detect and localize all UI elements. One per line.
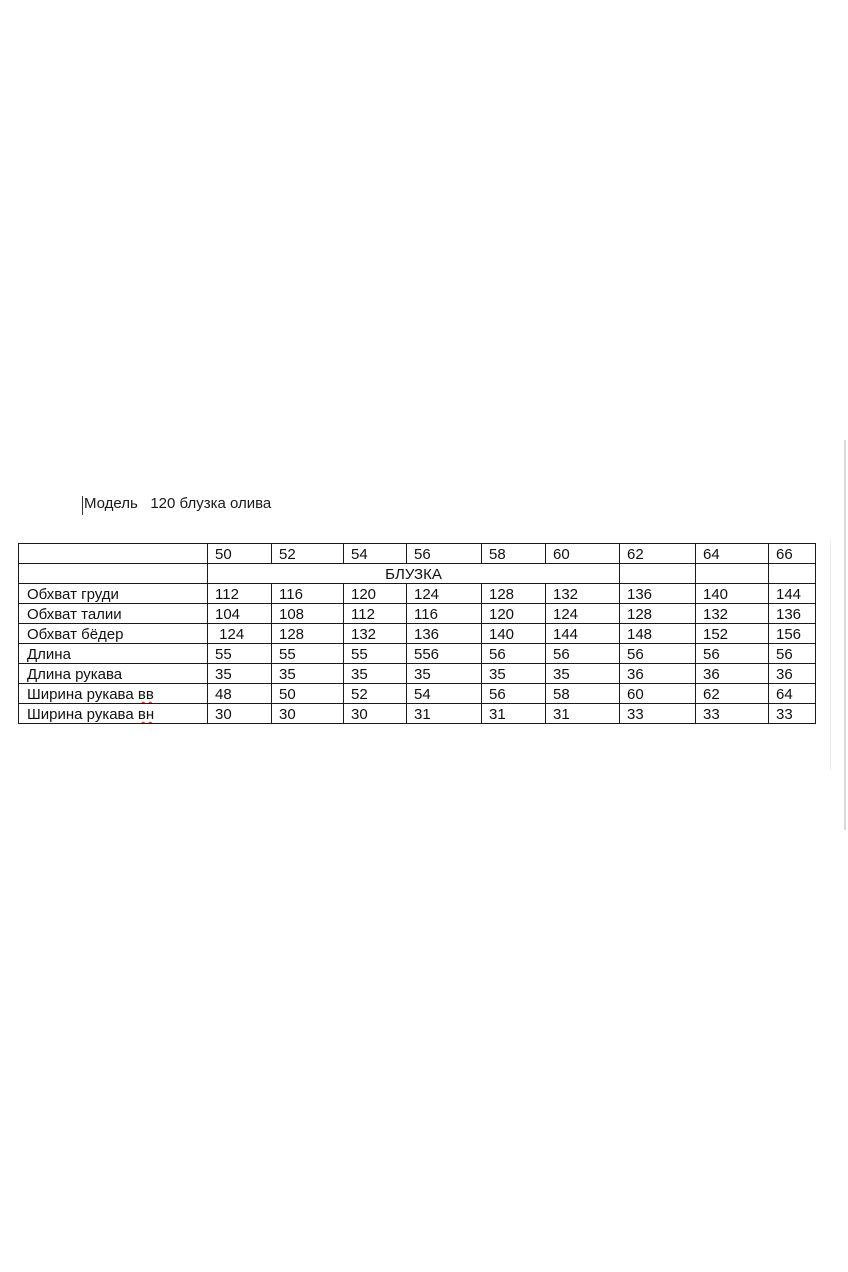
measurement-value-cell: 132 (546, 584, 620, 604)
measurement-value-cell: 56 (482, 644, 546, 664)
measurement-value-cell: 31 (546, 704, 620, 724)
measurement-value-cell: 136 (769, 604, 816, 624)
measurement-value-cell: 124 (546, 604, 620, 624)
measurement-value-cell: 33 (696, 704, 769, 724)
measurement-value-cell: 55 (344, 644, 407, 664)
measurement-value-cell: 156 (769, 624, 816, 644)
measurement-value-cell: 55 (272, 644, 344, 664)
measurement-value-cell: 112 (344, 604, 407, 624)
size-header-cell: 54 (344, 544, 407, 564)
measurement-value-cell: 54 (407, 684, 482, 704)
table-row (19, 684, 816, 704)
measurement-value-cell: 148 (620, 624, 696, 644)
measurement-value-cell: 104 (208, 604, 272, 624)
measurement-value-cell: 140 (482, 624, 546, 644)
table-row (19, 704, 816, 724)
measurement-value-cell: 55 (208, 644, 272, 664)
size-header-cell: 62 (620, 544, 696, 564)
measurement-label-cell (19, 624, 208, 644)
table-row (19, 584, 816, 604)
table-row (19, 664, 816, 684)
measurement-label: Ширина рукава (27, 706, 138, 723)
size-header-row (19, 544, 816, 564)
measurement-value-cell: 132 (696, 604, 769, 624)
measurement-value-cell: 33 (769, 704, 816, 724)
measurement-value-cell: 36 (769, 664, 816, 684)
measurement-value-cell: 56 (482, 684, 546, 704)
page-edge-line (844, 440, 846, 830)
measurement-value-cell: 50 (272, 684, 344, 704)
measurement-value-cell: 31 (407, 704, 482, 724)
measurement-label: Ширина рукава (27, 686, 138, 703)
measurement-value-cell: 124 (407, 584, 482, 604)
measurement-label-cell (19, 704, 208, 724)
measurement-value-cell: 556 (407, 644, 482, 664)
measurement-value-cell: 64 (769, 684, 816, 704)
table-row (19, 604, 816, 624)
header-empty-cell (19, 544, 208, 564)
measurement-value-cell: 35 (407, 664, 482, 684)
measurement-value-cell: 140 (696, 584, 769, 604)
measurement-value-cell: 30 (344, 704, 407, 724)
section-empty-cell (19, 564, 208, 584)
size-header-cell: 66 (769, 544, 816, 564)
measurement-value-cell: 60 (620, 684, 696, 704)
page-edge-line-faint (830, 540, 831, 770)
measurement-value-cell: 36 (696, 664, 769, 684)
measurement-value-cell: 116 (407, 604, 482, 624)
measurement-label: Длина рукава (27, 666, 123, 683)
size-header-cell: 52 (272, 544, 344, 564)
text-cursor (82, 496, 83, 515)
measurement-value-cell: 62 (696, 684, 769, 704)
measurement-value-cell: 124 (208, 624, 272, 644)
size-header-cell: 58 (482, 544, 546, 564)
measurement-label-cell (19, 664, 208, 684)
measurement-value-cell: 30 (208, 704, 272, 724)
section-row (19, 564, 816, 584)
size-header-cell: 56 (407, 544, 482, 564)
measurement-value-cell: 30 (272, 704, 344, 724)
section-label-cell: БЛУЗКА (208, 564, 620, 584)
measurement-value-cell: 128 (272, 624, 344, 644)
measurement-value-cell: 35 (208, 664, 272, 684)
measurement-label-cell (19, 604, 208, 624)
measurement-value-cell: 144 (769, 584, 816, 604)
measurement-value-cell: 152 (696, 624, 769, 644)
measurement-label-cell (19, 684, 208, 704)
measurement-value-cell: 120 (482, 604, 546, 624)
measurement-value-cell: 36 (620, 664, 696, 684)
size-header-cell: 60 (546, 544, 620, 564)
measurement-value-cell: 56 (769, 644, 816, 664)
measurement-value-cell: 35 (546, 664, 620, 684)
measurement-value-cell: 120 (344, 584, 407, 604)
measurement-value-cell: 35 (272, 664, 344, 684)
document-title: Модель 120 блузка олива (84, 495, 272, 512)
measurement-value-cell: 132 (344, 624, 407, 644)
measurement-value-cell: 35 (344, 664, 407, 684)
measurement-value-cell: 56 (546, 644, 620, 664)
measurement-value-cell: 128 (482, 584, 546, 604)
measurement-value-cell: 136 (407, 624, 482, 644)
measurement-label-suffix: вв (137, 686, 154, 703)
measurement-label: Обхват бёдер (27, 626, 124, 643)
measurement-value-cell: 108 (272, 604, 344, 624)
measurement-value-cell: 35 (482, 664, 546, 684)
table-row (19, 624, 816, 644)
size-table (18, 543, 816, 724)
measurement-value-cell: 56 (696, 644, 769, 664)
measurement-value-cell: 31 (482, 704, 546, 724)
measurement-value-cell: 128 (620, 604, 696, 624)
measurement-value-cell: 112 (208, 584, 272, 604)
size-header-cell: 50 (208, 544, 272, 564)
measurement-label-cell (19, 584, 208, 604)
section-empty-cell (696, 564, 769, 584)
measurement-value-cell: 56 (620, 644, 696, 664)
measurement-label: Обхват груди (27, 586, 119, 603)
measurement-value-cell: 52 (344, 684, 407, 704)
measurement-label-suffix: вн (137, 706, 155, 723)
measurement-value-cell: 33 (620, 704, 696, 724)
measurement-value-cell: 136 (620, 584, 696, 604)
section-empty-cell (769, 564, 816, 584)
table-row (19, 644, 816, 664)
measurement-value-cell: 58 (546, 684, 620, 704)
section-empty-cell (620, 564, 696, 584)
measurement-value-cell: 116 (272, 584, 344, 604)
measurement-value-cell: 48 (208, 684, 272, 704)
size-header-cell: 64 (696, 544, 769, 564)
measurement-label: Обхват талии (27, 606, 122, 623)
measurement-label: Длина (27, 646, 71, 663)
measurement-value-cell: 144 (546, 624, 620, 644)
measurement-label-cell (19, 644, 208, 664)
